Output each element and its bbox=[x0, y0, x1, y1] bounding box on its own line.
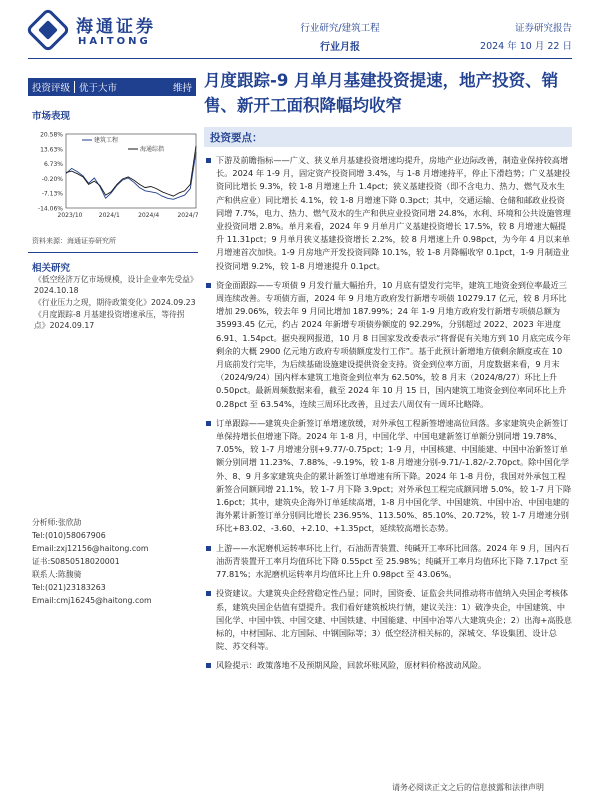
page-footer: 请务必阅读正文之后的信息披露和法律声明 bbox=[392, 783, 544, 792]
logo-mark-icon bbox=[25, 7, 70, 52]
summary-paragraph-downstream: 下游及前瞻指标——广义、狭义单月基建投资增速均提升，房地产业边际改善，制造业保持较高增长。2024 年 1-9 月，固定资产投资同增 3.4%，与 1-8 月增速持平，停止下滑趋势；广义基建投资同比增长 9.3%，较 1-8 月增速上升 1.4pct；狭义基建投资（即不含电力、热力、燃气及水生产和供应业）同比增长 4.1%，较 1-8 月增速下降 0.3pct；其中，交通运输、仓储和邮政业投资同增 7.7%，电力、热力、燃气及水的生产和供应业投资同增 24.8%，水利、环境和公共设施管理业投资同增 2.8%。单月来看，2024 年 9 月单月广义基建投资增长 17.5%，较 8 月增速大幅提升 11.31pct；9 月单月狭义基建投资增长 2.2%，较 8 月增速上升 0.98pct，为今年 4 月以来单月增速首次加快。1-9 月房地产开发投资同降 10.1%，较 1-8 月降幅收窄 0.1pct，1-9 月制造业投资同增 9.2%，较 1-8 月增速提升 0.1pct。 bbox=[204, 154, 572, 273]
summary-paragraph-upstream: 上游——水泥磨机运转率环比上行，石油沥青装置、纯碱开工率环比回落。2024 年 9 月，国内石油沥青装置开工率月均值环比下降 0.55pct 至 25.98%；纯碱开工率月均值环比下降 7.17pct 至 77.81%；水泥磨机运转率月均值环比上升 0.98pct 至 43.06%。 bbox=[204, 542, 572, 582]
series-line-composite bbox=[66, 146, 196, 196]
related-item[interactable]: 《低空经济万亿市场规模，设计企业率先受益》2024.10.18 bbox=[34, 275, 194, 295]
legend-label: 建筑工程 bbox=[94, 137, 119, 144]
chart-frame bbox=[66, 134, 196, 208]
y-tick-label: -7.13% bbox=[41, 190, 63, 198]
legend-label: 海通综指 bbox=[140, 146, 165, 153]
summary-paragraph-funding: 资金面跟踪——专项债 9 月发行量大幅抬升，10 月底有望发行完毕，建筑工地资金到位率最近三周连续改善。专项债方面，2024 年 9 月地方政府发行新增专项债 10279.17 亿元，较 8 月环比增加 29.06%，较去年 9 月同比增加 187.99%；24 年 1-9 月地方政府发行新增专项债总额为 35993.45 亿元，约占 2024 年新增专项债券额度的 92.29%，分别超过 2022、2023 年进度 6.91、1.54pct。据央视网报道，10 月 8 日国家发改委表示“将督促有关地方到 10 月底完成今年剩余的大概 2900 亿元地方政府专项债额度发行工作”。基于此预计新增地方债剩余额度或在 10 月底前发行完毕，为后续基础设施建设提供资金支持。资金到位率方面，月度数据来看，9 月末（2024/9/24）国内样本建筑工地资金到位率为 62.50%，较 8 月末（2024/8/27）环比上升 0.50pct。最新周频数据来看，截至 2024 年 10 月 15 日，国内建筑工地资金到位率同环比上升 0.28pct 至 63.54%，连续三周环比改善，且过去八周仅有一周环比略降。 bbox=[204, 279, 572, 411]
rating-value: 优于大市 bbox=[79, 83, 118, 94]
rating-status: 维持 bbox=[172, 83, 192, 94]
summary-paragraph-risk: 风险提示：政策落地不及预期风险，回款坏账风险，原材料价格波动风险。 bbox=[204, 659, 572, 672]
y-tick-label: 20.58% bbox=[40, 131, 63, 139]
market-performance-chart bbox=[32, 128, 200, 224]
x-tick-label: 2024/7 bbox=[177, 212, 199, 219]
chart-source: 资料来源：海通证券研究所 bbox=[32, 237, 116, 245]
summary-paragraph-advice: 投资建议。大建筑央企经营稳定性凸显；同时，国资委、证监会共同推动将市值纳入央国企考核体系，建筑央国企估值有望提升。我们看好建筑板块行情，建议关注：1）破净央企，中国建筑、中国化学、中国中铁、中国交建、中国铁建、中国能建、中国中冶等八大建筑央企；2）出海+高股息标的，中材国际、北方国际、中钢国际等；3）低空经济相关标的，深城交、华设集团、设计总院、苏交科等。 bbox=[204, 587, 572, 653]
report-title: 月度跟踪-9 月单月基建投资提速，地产投资、销售、新开工面积降幅均收窄 bbox=[204, 71, 559, 115]
summary-paragraph-orders: 订单跟踪——建筑央企新签订单增速放缓，对外承包工程新签增速高位回落。多家建筑央企新签订单保持增长但增速下降。2024 年 1-8 月，中国化学、中国电建新签订单额分别同增 19.78%、7.05%，较 1-7 月增速分别+9.77/-0.75pct；1-9 月，中国核建、中国能建、中国中冶新签订单额分别同增 11.23%、7.88%、-9.19%，较 1-8 月增速分别-9.71/-1.82/-2.70pct。除中国化学外、8、9 月多家建筑央企的累计新签订单增速有所下降。2024 年 1-8 月份，我国对外承包工程新签合同额同增 21.1%，较 1-7 月下降 3.9pct；对外承包工程完成额同增 5.0%，较 1-7 月下降 1.6pct；其中，建筑央企海外订单延续高增，1-8 月中国化学、中国建筑、中国中冶、中国电建的海外累计新签订单分别同比增长 236.95%、113.50%、85.10%、20.72%，较 1-7 月增速分别环比+83.02、-3.60、+2.10、+1.35pct，延续较高增长态势。 bbox=[204, 417, 572, 536]
related-item[interactable]: 《月度跟踪-8 月基建投资增速承压，等待拐点》2024.09.17 bbox=[34, 310, 185, 330]
related-research-list bbox=[34, 274, 196, 332]
summary-content bbox=[204, 154, 572, 679]
report-category: 行业研究/建筑工程 bbox=[300, 23, 380, 34]
logo-text-cn: 海通证券 bbox=[76, 17, 156, 37]
rating-label: 投资评级 bbox=[32, 83, 71, 94]
y-tick-label: -14.06% bbox=[37, 205, 63, 213]
series-line-construction bbox=[66, 152, 196, 199]
analyst-cert: 证书:S0850518020001 bbox=[32, 557, 120, 566]
analyst-tel: Tel:(010)58067906 bbox=[32, 531, 106, 540]
doc-type: 证券研究报告 bbox=[514, 23, 572, 34]
x-tick-label: 2024/4 bbox=[138, 212, 160, 219]
summary-heading: 投资要点： bbox=[204, 127, 572, 147]
report-category-block bbox=[280, 20, 400, 53]
report-date: 2024 年 10 月 22 日 bbox=[480, 41, 572, 52]
company-logo bbox=[32, 12, 164, 56]
investment-rating-bar bbox=[28, 78, 196, 96]
report-meta bbox=[480, 20, 572, 52]
report-type: 行业月报 bbox=[320, 42, 360, 53]
related-heading: 相关研究 bbox=[32, 263, 71, 274]
market-heading: 市场表现 bbox=[32, 111, 71, 122]
contact-tel: Tel:(021)23183263 bbox=[32, 583, 106, 592]
x-tick-label: 2024/1 bbox=[98, 212, 120, 219]
related-divider bbox=[28, 252, 198, 253]
contact-name: 联系人:陈馥骑 bbox=[32, 570, 82, 579]
y-tick-label: -0.20% bbox=[41, 175, 63, 183]
analyst-email[interactable]: Email:zxj12156@haitong.com bbox=[32, 544, 149, 553]
contact-email[interactable]: Email:cmj16245@haitong.com bbox=[32, 596, 152, 605]
analyst-info bbox=[32, 516, 197, 607]
page-header bbox=[0, 0, 600, 62]
related-item[interactable]: 《行业压力之现，期待政策变化》2024.09.23 bbox=[34, 298, 196, 307]
header-divider bbox=[28, 58, 572, 59]
x-tick-label: 2023/10 bbox=[57, 212, 83, 219]
y-tick-label: 6.73% bbox=[43, 161, 63, 169]
y-tick-label: 13.63% bbox=[40, 146, 63, 154]
logo-text-en: HAITONG bbox=[78, 36, 151, 47]
analyst-name: 分析师:张欣劼 bbox=[32, 518, 82, 527]
